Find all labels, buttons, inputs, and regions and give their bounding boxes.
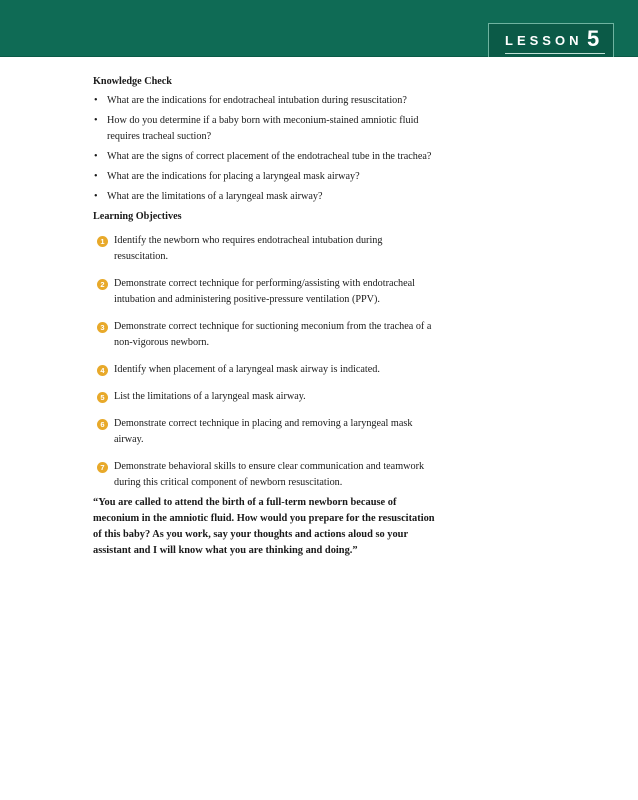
list-item <box>93 416 438 448</box>
number-badge-icon: 1 <box>97 236 108 247</box>
objective-text: Demonstrate correct technique for suctioning meconium from the trachea of a non-vigorous newborn. <box>114 321 432 348</box>
learning-objectives-heading: Learning Objectives <box>93 211 182 222</box>
bullet-icon: • <box>94 171 98 182</box>
list-item <box>93 169 438 185</box>
objective-text: Identify when placement of a laryngeal mask airway is indicated. <box>114 364 380 375</box>
lesson-number: 5 <box>587 26 600 51</box>
objective-text: List the limitations of a laryngeal mask airway. <box>114 391 306 402</box>
list-item <box>93 276 438 308</box>
list-item <box>93 113 438 145</box>
knowledge-check-heading: Knowledge Check <box>93 76 172 87</box>
list-item <box>93 362 438 378</box>
lesson-label: LESSON <box>505 33 583 48</box>
knowledge-check-text: What are the indications for placing a laryngeal mask airway? <box>107 171 360 182</box>
list-item <box>93 389 438 405</box>
page-content <box>93 74 438 559</box>
number-badge-icon: 7 <box>97 462 108 473</box>
bullet-icon: • <box>94 191 98 202</box>
knowledge-check-text: What are the signs of correct placement of the endotracheal tube in the trachea? <box>107 151 432 162</box>
list-item <box>93 319 438 351</box>
number-badge-icon: 2 <box>97 279 108 290</box>
number-badge-icon: 6 <box>97 419 108 430</box>
objective-text: Identify the newborn who requires endotracheal intubation during resuscitation. <box>114 235 383 262</box>
objective-text: Demonstrate correct technique in placing and removing a laryngeal mask airway. <box>114 418 413 445</box>
list-item <box>93 459 438 491</box>
list-item <box>93 233 438 265</box>
objective-text: Demonstrate behavioral skills to ensure clear communication and teamwork during this critical component of newborn resuscitation. <box>114 461 425 488</box>
lesson-underline <box>505 53 605 54</box>
bullet-icon: • <box>94 115 98 126</box>
number-badge-icon: 4 <box>97 365 108 376</box>
list-item <box>93 189 438 205</box>
objective-text: Demonstrate correct technique for performing/assisting with endotracheal intubation and administering positive-pressure ventilation (PPV). <box>114 278 415 305</box>
number-badge-icon: 5 <box>97 392 108 403</box>
scenario-quote: “You are called to attend the birth of a full-term newborn because of meconium in the amniotic fluid. How would you prepare for the resuscitation of this baby? As you work, say your thoughts and actions aloud so your assistant and I will know what you are thinking and doing.” <box>93 497 435 556</box>
knowledge-check-text: What are the limitations of a laryngeal mask airway? <box>107 191 323 202</box>
learning-objectives-list <box>93 233 438 491</box>
knowledge-check-text: How do you determine if a baby born with meconium-stained amniotic fluid requires tracheal suction? <box>107 115 419 142</box>
list-item <box>93 93 438 109</box>
list-item <box>93 149 438 165</box>
number-badge-icon: 3 <box>97 322 108 333</box>
bullet-icon: • <box>94 95 98 106</box>
knowledge-check-list <box>93 93 438 205</box>
knowledge-check-text: What are the indications for endotracheal intubation during resuscitation? <box>107 95 407 106</box>
bullet-icon: • <box>94 151 98 162</box>
